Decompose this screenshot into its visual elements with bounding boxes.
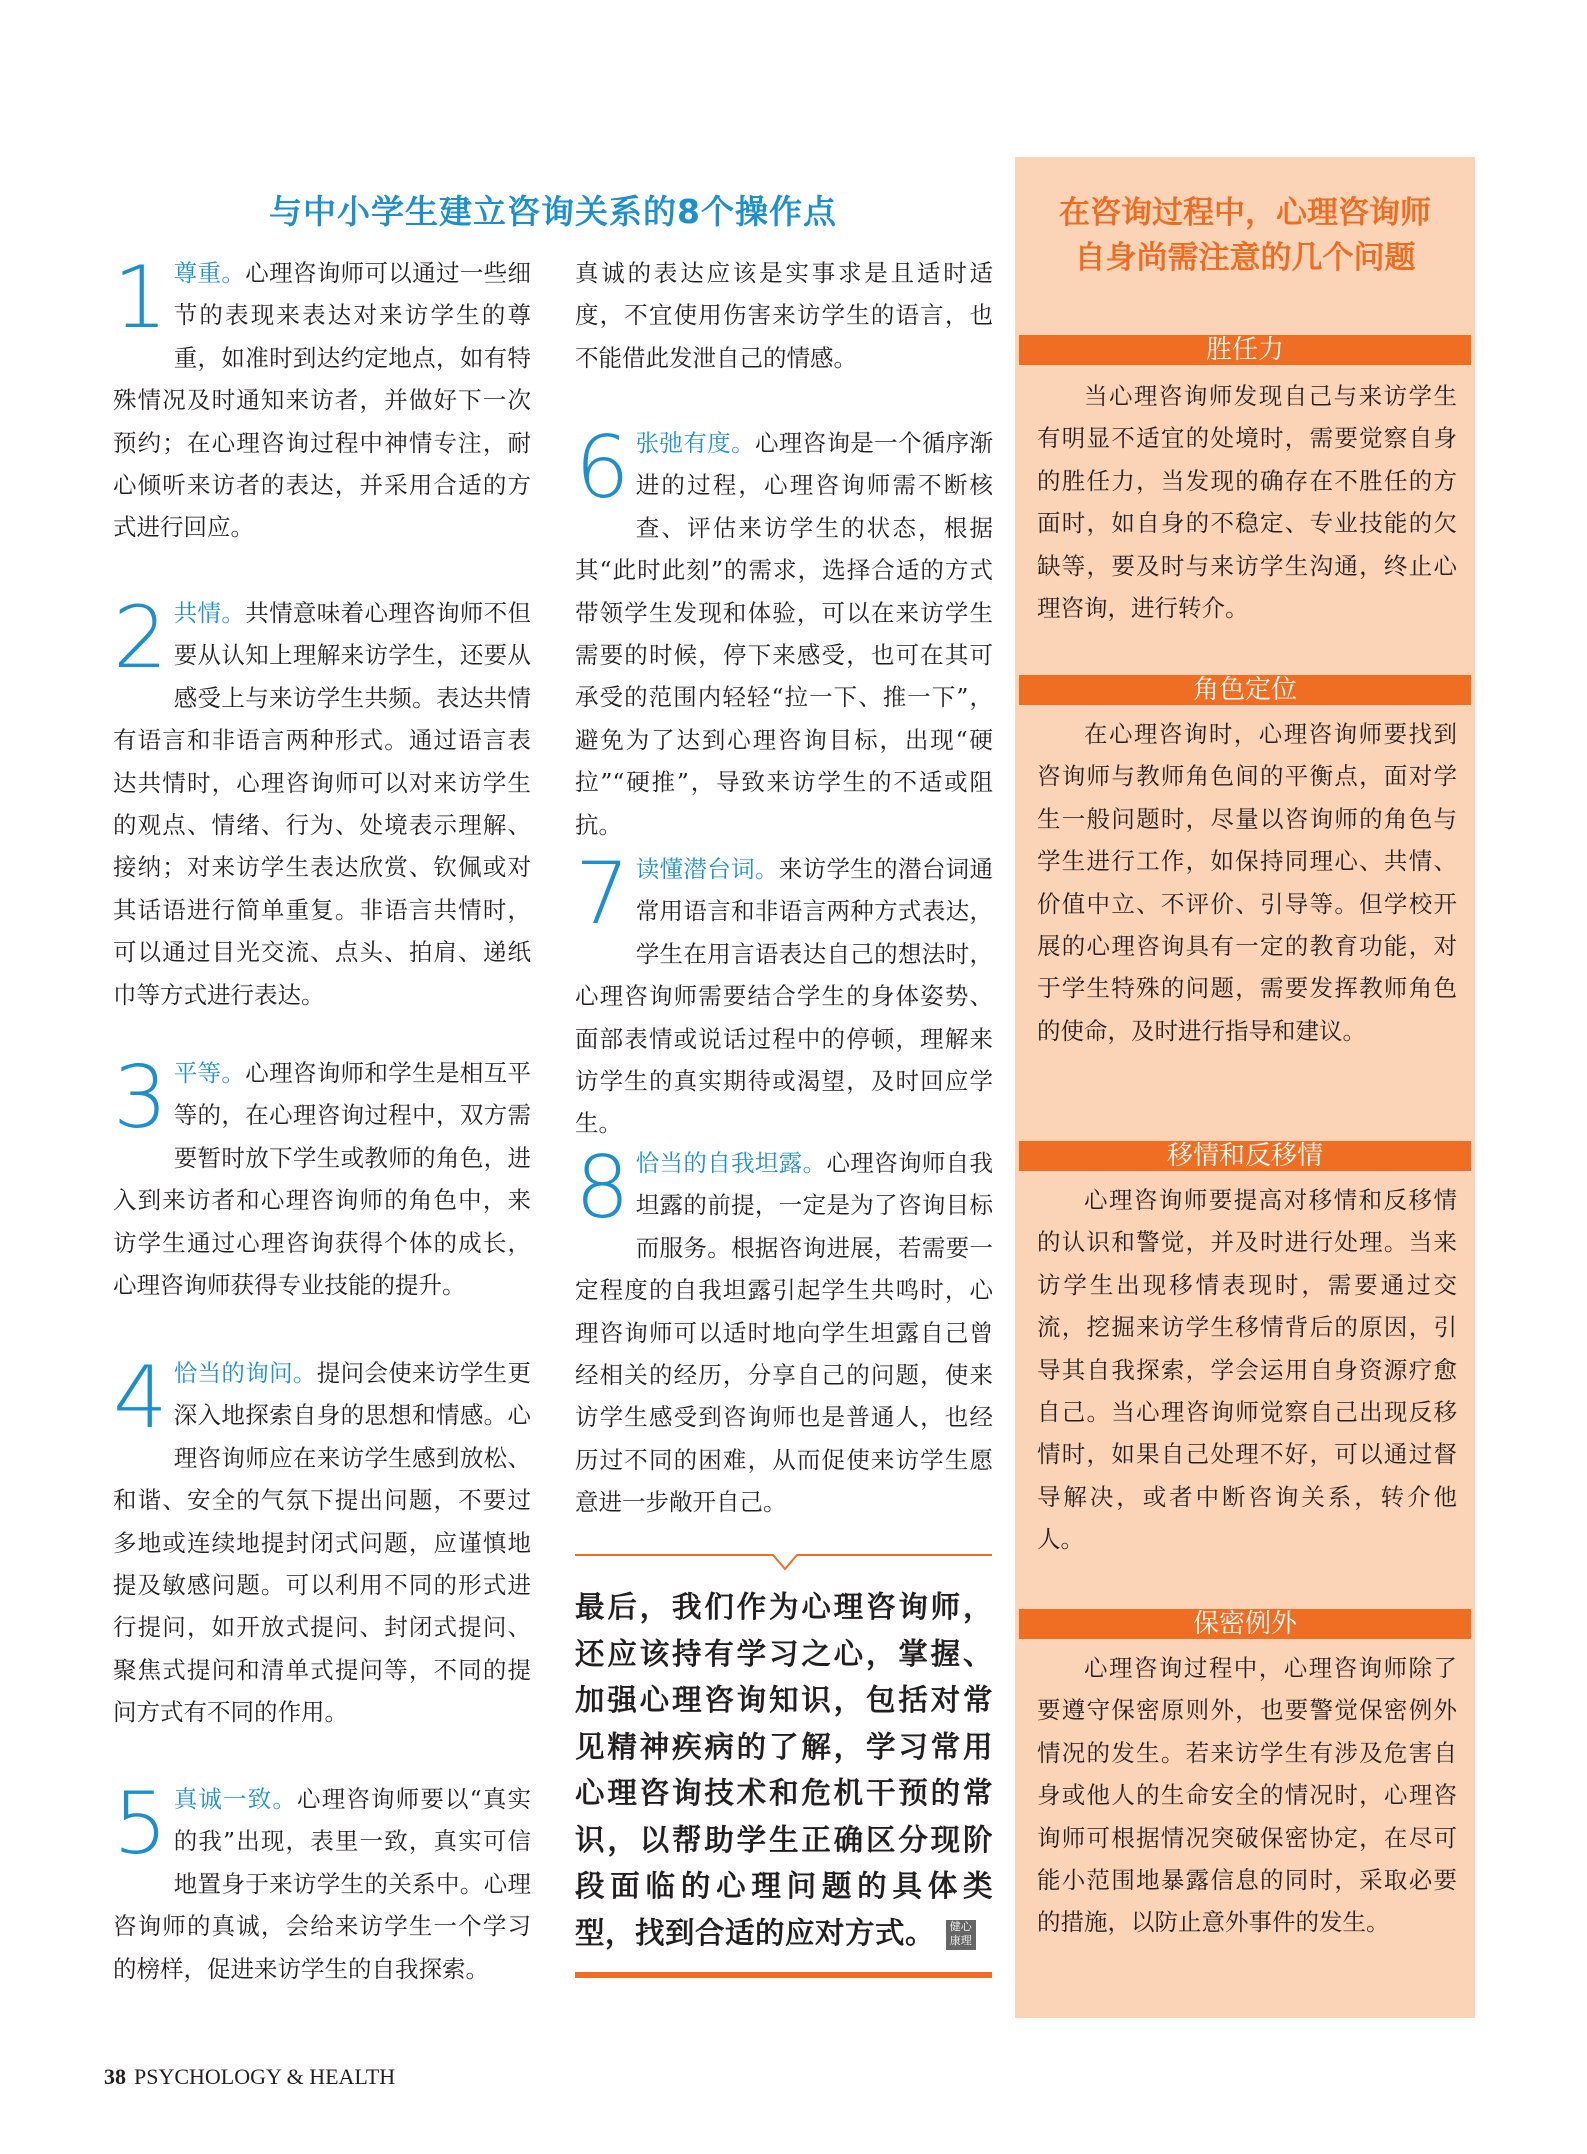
point-heading: 张弛有度。 [635, 429, 755, 457]
seal-logo: 健心 康理 [946, 1920, 976, 1950]
point-5 [113, 1774, 532, 1990]
point-body: 心理咨询师和学生是相互平等的，在心理咨询过程中，双方需要暂时放下学生或教师的角色，进入到来访者和心理咨询师的角色中，来访学生通过心理咨询获得个体的成长，心理咨询师获得专业技能的提升。 [113, 1059, 532, 1300]
point-number: 1 [113, 248, 168, 348]
point-heading: 恰当的询问。 [173, 1359, 317, 1387]
point-heading: 读懂潜台词。 [635, 855, 779, 883]
point-body: 提问会使来访学生更深入地探索自身的思想和情感。心理咨询师应在来访学生感到放松、和谐、安全的气氛下提出问题，不要过多地或连续地提封闭式问题，应谨慎地提及敏感问题。可以利用不同的形式进行提问，如开放式提问、封闭式提问、聚焦式提问和清单式提问等，不同的提问方式有不同的作用。 [113, 1359, 532, 1727]
point-6 [575, 418, 994, 846]
point-4 [113, 1348, 532, 1734]
point-7 [575, 844, 994, 1145]
section-body: 心理咨询过程中，心理咨询师除了要遵守保密原则外，也要警觉保密例外情况的发生。若来访学生有涉及危害自身或他人的生命安全的情况时，心理咨询师可根据情况突破保密协定，在尽可能小范围地暴露信息的同时，采取必要的措施，以防止意外事件的发生。 [1037, 1654, 1457, 1937]
point-body: 心理咨询师自我坦露的前提，一定是为了咨询目标而服务。根据咨询进展，若需要一定程度的自我坦露引起学生共鸣时，心理咨询师可以适时地向学生坦露自己曾经相关的经历，分享自己的问题，使来访学生感受到咨询师也是普通人，也经历过不同的困难，从而促使来访学生愿意进一步敞开自己。 [575, 1149, 994, 1517]
end-bar [575, 1972, 992, 1978]
point-number: 6 [575, 418, 630, 518]
point-body: 心理咨询是一个循序渐进的过程，心理咨询师需不断核查、评估来访学生的状态，根据其“此时此刻”的需求，选择合适的方式带领学生发现和体验，可以在来访学生需要的时候，停下来感受，也可在其可承受的范围内轻轻“拉一下、推一下”，避免为了达到心理咨询目标，出现“硬拉”“硬推”，导致来访学生的不适或阻抗。 [575, 429, 994, 839]
point-body: 心理咨询师可以通过一些细节的表现来表达对来访学生的尊重，如准时到达约定地点，如有特殊情况及时通知来访者，并做好下一次预约；在心理咨询过程中神情专注，耐心倾听来访者的表达，并采用合适的方式进行回应。 [113, 259, 532, 542]
point-body: 来访学生的潜台词通常用语言和非语言两种方式表达，学生在用言语表达自己的想法时，心理咨询师需要结合学生的身体姿势、面部表情或说话过程中的停顿，理解来访学生的真实期待或渴望，及时回应学生。 [575, 855, 994, 1138]
point-number: 8 [575, 1138, 630, 1238]
point-2 [113, 588, 532, 1016]
point-number: 2 [113, 588, 168, 688]
point-5-continued: 真诚的表达应该是实事求是且适时适度，不宜使用伤害来访学生的语言，也不能借此发泄自己的情感。 [575, 259, 993, 372]
point-number: 4 [113, 1348, 168, 1448]
point-body: 共情意味着心理咨询师不但要从认知上理解来访学生，还要从感受上与来访学生共频。表达共情有语言和非语言两种形式。通过语言表达共情时，心理咨询师可以对来访学生的观点、情绪、行为、处境表示理解、接纳；对来访学生表达欣赏、钦佩或对其话语进行简单重复。非语言共情时，可以通过目光交流、点头、拍肩、递纸巾等方式进行表达。 [113, 599, 532, 1009]
point-1 [113, 248, 532, 549]
article-title: 与中小学生建立咨询关系的8个操作点 [269, 192, 837, 231]
section-heading: 移情和反移情 [1019, 1141, 1471, 1171]
divider-chevron [575, 1553, 992, 1573]
section-heading: 胜任力 [1019, 335, 1471, 365]
section-heading: 角色定位 [1019, 675, 1471, 705]
section-body: 当心理咨询师发现自己与来访学生有明显不适宜的处境时，需要觉察自身的胜任力，当发现的确存在不胜任的方面时，如自身的不稳定、专业技能的欠缺等，要及时与来访学生沟通，终止心理咨询，进行转介。 [1037, 382, 1457, 623]
point-3 [113, 1048, 532, 1306]
point-number: 7 [575, 844, 630, 944]
point-body: 心理咨询师要以“真实的我”出现，表里一致，真实可信地置身于来访学生的关系中。心理咨询师的真诚，会给来访学生一个学习的榜样，促进来访学生的自我探索。 [113, 1785, 532, 1983]
point-8 [575, 1138, 994, 1524]
closing-paragraph [575, 1584, 993, 1956]
section-body: 在心理咨询时，心理咨询师要找到咨询师与教师角色间的平衡点，面对学生一般问题时，尽量以咨询师的角色与学生进行工作，如保持同理心、共情、价值中立、不评价、引导等。但学校开展的心理咨询具有一定的教育功能，对于学生特殊的问题，需要发挥教师角色的使命，及时进行指导和建议。 [1037, 720, 1457, 1045]
point-heading: 尊重。 [173, 259, 246, 287]
section-body: 心理咨询师要提高对移情和反移情的认识和警觉，并及时进行处理。当来访学生出现移情表现时，需要通过交流，挖掘来访学生移情背后的原因，引导其自我探索，学会运用自身资源疗愈自己。当心理咨询师觉察自己出现反移情时，如果自己处理不好，可以通过督导解决，或者中断咨询关系，转介他人。 [1037, 1186, 1457, 1554]
magazine-name: PSYCHOLOGY & HEALTH [134, 2064, 396, 2089]
section-heading: 保密例外 [1019, 1609, 1471, 1639]
page-number: 38 [104, 2064, 126, 2089]
point-number: 5 [113, 1774, 168, 1874]
sidebar-title: 在咨询过程中，心理咨询师自身尚需注意的几个问题 [1059, 195, 1431, 276]
sidebar-box [1015, 157, 1475, 2018]
point-heading: 共情。 [173, 599, 246, 627]
point-heading: 真诚一致。 [173, 1785, 298, 1813]
point-heading: 平等。 [173, 1059, 246, 1087]
point-number: 3 [113, 1048, 168, 1148]
closing-text: 最后，我们作为心理咨询师，还应该持有学习之心，掌握、加强心理咨询知识，包括对常见精神疾病的了解，学习常用心理咨询技术和危机干预的常识，以帮助学生正确区分现阶段面临的心理问题的具体类型，找到合适的应对方式。 [575, 1589, 993, 1950]
point-heading: 恰当的自我坦露。 [635, 1149, 827, 1177]
page-footer [104, 2064, 395, 2090]
